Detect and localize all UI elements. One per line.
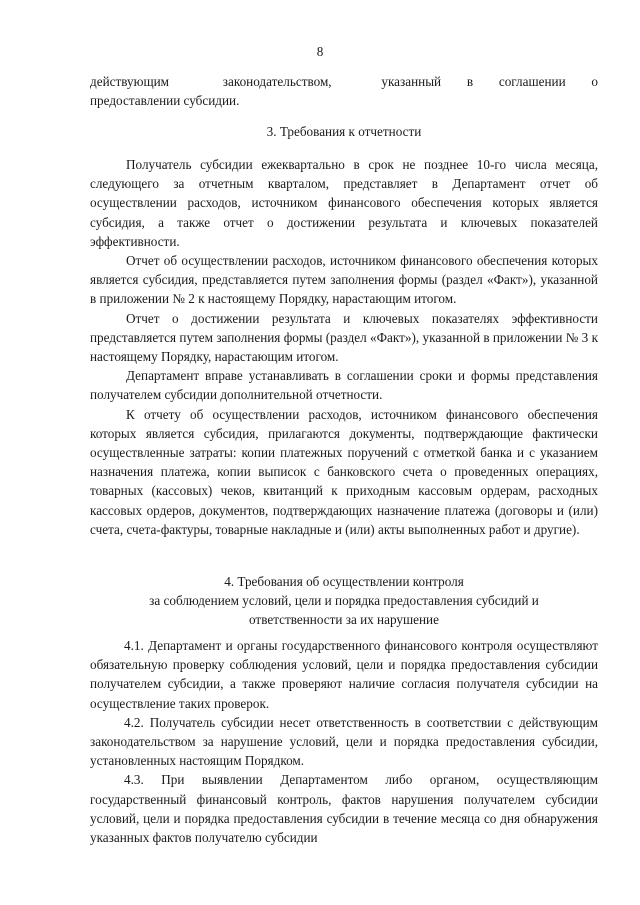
section-3-heading: 3. Требования к отчетности — [266, 124, 422, 139]
paragraph: Отчет о достижении результата и ключевых показателях эффективности представляется путем заполнения формы (раздел «Факт»), указанной в приложении № 3 к настоящему Порядку, нарастающим итогом. — [90, 310, 598, 365]
section-4-body — [90, 636, 598, 847]
paragraph: К отчету об осуществлении расходов, источником финансового обеспечения которых является субсидия, прилагаются документы, подтверждающие фактически осуществленные затраты: копии платежных поручений с отметкой банка и с указанием назначения платежа, копии выписок с банковского счета о проведенных операциях, товарных (кассовых) чеков, квитанций к приходным кассовым ордерам, расходных кассовых ордеров, документов, подтверждающих назначение платежа (договоры и (или) счета, счета-фактуры, товарные накладные и (или) акты выполненных работ и другие). — [90, 406, 598, 537]
paragraph: Получатель субсидии ежеквартально в срок не позднее 10-го числа месяца, следующего за отчетным кварталом, представляет в Департамент отчет об осуществлении расходов, источником финансового обеспечения которых является субсидия, а также отчет о достижении результата и ключевых показателей эффективности. — [90, 157, 598, 249]
section-3-body — [90, 155, 598, 539]
word: указанный — [381, 74, 442, 89]
paragraph: 4.1. Департамент и органы государственного финансового контроля осуществляют обязательную проверку соблюдения условий, цели и порядка предоставления субсидии получателем субсидии, а также проверяют наличие согласия получателя субсидии на осуществление таких проверок. — [90, 638, 598, 711]
continuation-text — [90, 72, 598, 110]
paragraph: Отчет об осуществлении расходов, источником финансового обеспечения которых является субсидия, представляется путем заполнения формы (раздел «Факт»), указанной в приложении № 2 к настоящему Порядку, нарастающим итогом. — [90, 253, 598, 307]
heading-line: ответственности за их нарушение — [249, 612, 439, 628]
section-4-heading — [90, 572, 598, 630]
word: законодательством, — [222, 74, 332, 89]
continuation-line-1 — [90, 72, 598, 91]
heading-line: 4. Требования об осуществлении контроля — [224, 574, 464, 589]
word: в — [466, 74, 474, 89]
paragraph: 4.2. Получатель субсидии несет ответственность в соответствии с действующим законодательством за нарушение условий, цели и порядка предоставления субсидии, установленных настоящим Порядком. — [90, 714, 598, 769]
paragraph: Департамент вправе устанавливать в соглашении сроки и формы представления получателем субсидии дополнительной отчетности. — [90, 368, 598, 403]
paragraph: 4.3. При выявлении Департаментом либо органом, осуществляющим государственный финансовый контроль, фактов нарушения получателем субсидии условий, цели и порядка предоставления субсидии в течение месяца со дня обнаружения указанных фактов получателю субсидии — [90, 772, 598, 846]
heading-line: за соблюдением условий, цели и порядка предоставления субсидий и — [149, 593, 539, 609]
word: о — [591, 74, 598, 89]
word: соглашении — [498, 74, 566, 89]
continuation-line-2: предоставлении субсидии. — [90, 93, 240, 109]
page-number: 8 — [316, 44, 324, 59]
word: действующим — [90, 74, 170, 89]
